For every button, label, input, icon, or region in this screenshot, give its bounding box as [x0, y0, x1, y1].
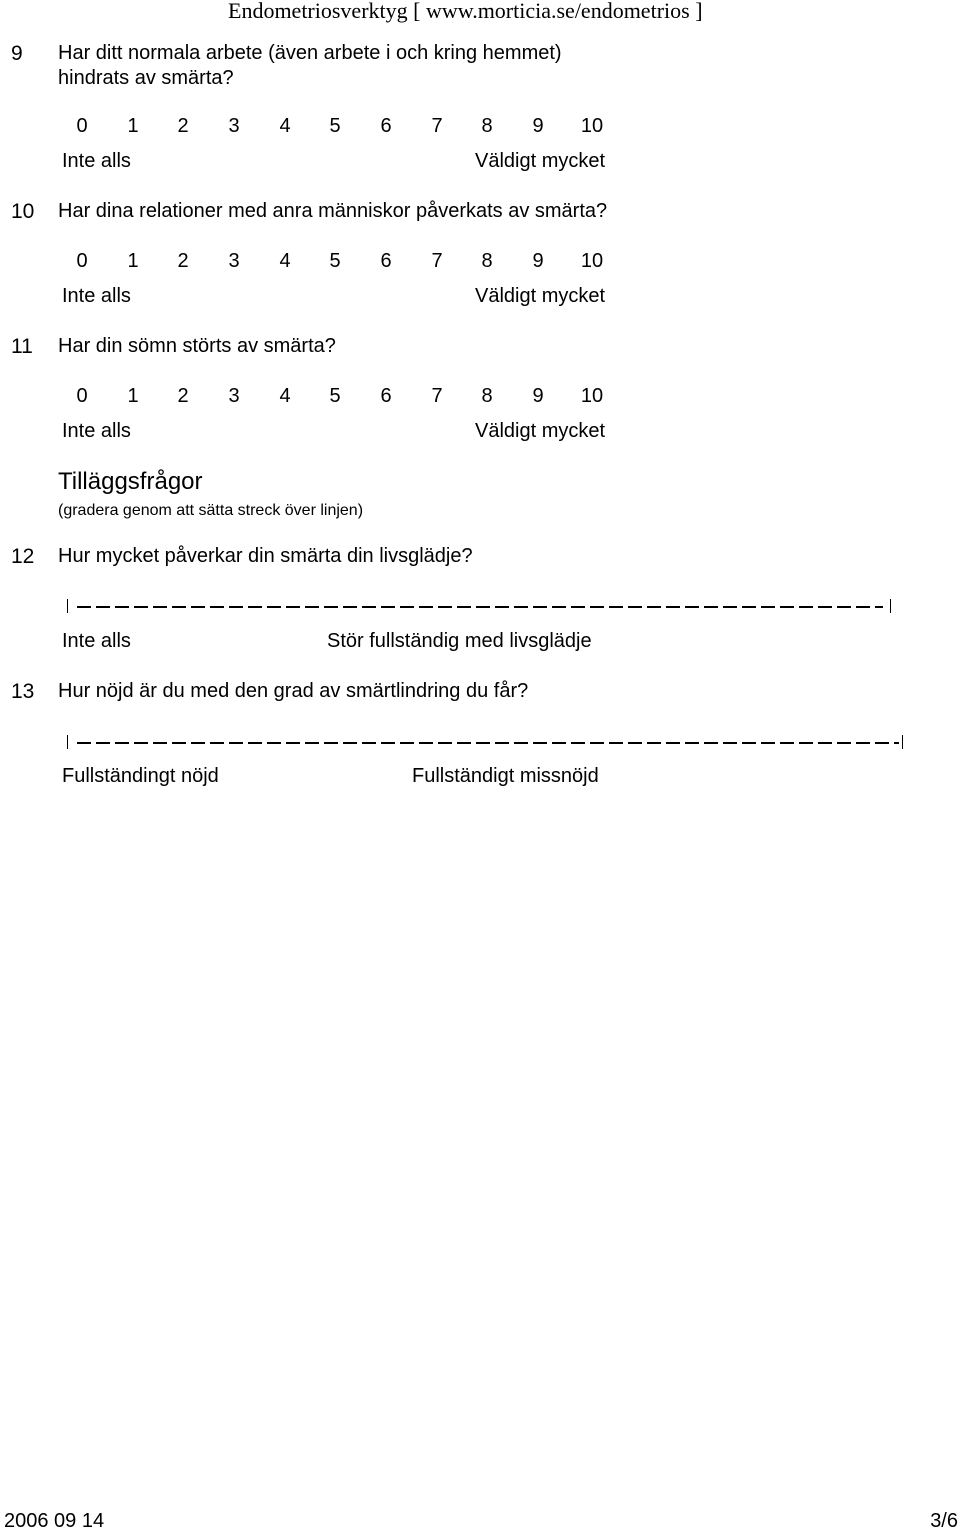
scale-high-label: Väldigt mycket [475, 420, 606, 442]
rating-scale[interactable] [62, 385, 622, 409]
scale-value[interactable]: 9 [532, 250, 544, 272]
question-text: Har dina relationer med anra människor påverkats av smärta? [58, 200, 608, 222]
scale-value[interactable]: 1 [127, 250, 139, 272]
scale-value[interactable]: 6 [380, 385, 392, 407]
question-number: 12 [11, 545, 35, 568]
scale-low-label: Fullständingt nöjd [62, 765, 219, 787]
scale-end-tick [67, 735, 68, 749]
scale-high-label: Fullständigt missnöjd [412, 765, 599, 787]
page-header: Endometriosverktyg [ www.morticia.se/endometrios ] [228, 0, 703, 23]
scale-value[interactable]: 2 [177, 250, 189, 272]
scale-value[interactable]: 7 [431, 250, 443, 272]
scale-line[interactable] [77, 606, 883, 608]
scale-value[interactable]: 0 [76, 115, 88, 137]
section-title: Tilläggsfrågor [58, 468, 203, 495]
scale-high-label: Väldigt mycket [475, 285, 606, 307]
rating-scale[interactable] [62, 115, 622, 139]
question-text: Hur mycket påverkar din smärta din livsglädje? [58, 545, 473, 567]
scale-value[interactable]: 4 [279, 250, 291, 272]
scale-line[interactable] [77, 742, 899, 744]
question-text: Har ditt normala arbete (även arbete i och kring hemmet) [58, 42, 562, 64]
scale-value[interactable]: 6 [380, 250, 392, 272]
scale-value[interactable]: 3 [228, 115, 240, 137]
footer-date: 2006 09 14 [4, 1510, 105, 1532]
scale-value[interactable]: 4 [279, 385, 291, 407]
scale-value[interactable]: 10 [580, 385, 604, 407]
scale-end-tick [890, 599, 891, 613]
scale-value[interactable]: 3 [228, 250, 240, 272]
scale-value[interactable]: 7 [431, 115, 443, 137]
scale-value[interactable]: 9 [532, 385, 544, 407]
question-text: hindrats av smärta? [58, 67, 234, 89]
scale-high-label: Stör fullständig med livsglädje [327, 630, 592, 652]
page-number: 3/6 [930, 1510, 958, 1532]
question-number: 13 [11, 680, 35, 703]
question-number: 11 [11, 335, 33, 358]
scale-low-label: Inte alls [62, 630, 131, 652]
scale-value[interactable]: 0 [76, 385, 88, 407]
scale-value[interactable]: 2 [177, 115, 189, 137]
scale-value[interactable]: 1 [127, 385, 139, 407]
scale-value[interactable]: 5 [329, 115, 341, 137]
question-number: 9 [11, 42, 23, 65]
scale-value[interactable]: 5 [329, 385, 341, 407]
scale-value[interactable]: 1 [127, 115, 139, 137]
scale-value[interactable]: 6 [380, 115, 392, 137]
scale-value[interactable]: 8 [481, 250, 493, 272]
scale-value[interactable]: 8 [481, 115, 493, 137]
scale-low-label: Inte alls [62, 150, 131, 172]
visual-analog-scale-line[interactable] [67, 734, 893, 754]
scale-low-label: Inte alls [62, 285, 131, 307]
scale-value[interactable]: 0 [76, 250, 88, 272]
scale-high-label: Väldigt mycket [475, 150, 606, 172]
scale-low-label: Inte alls [62, 420, 131, 442]
rating-scale[interactable] [62, 250, 622, 274]
scale-value[interactable]: 8 [481, 385, 493, 407]
section-subtitle: (gradera genom att sätta streck över linjen) [58, 502, 364, 519]
scale-value[interactable]: 3 [228, 385, 240, 407]
scale-end-tick [902, 735, 903, 749]
scale-value[interactable]: 7 [431, 385, 443, 407]
scale-end-tick [67, 599, 68, 613]
scale-value[interactable]: 5 [329, 250, 341, 272]
scale-value[interactable]: 2 [177, 385, 189, 407]
question-number: 10 [11, 200, 35, 223]
scale-value[interactable]: 9 [532, 115, 544, 137]
visual-analog-scale-line[interactable] [67, 598, 893, 618]
scale-value[interactable]: 4 [279, 115, 291, 137]
question-text: Har din sömn störts av smärta? [58, 335, 336, 357]
question-text: Hur nöjd är du med den grad av smärtlindring du får? [58, 680, 529, 702]
scale-value[interactable]: 10 [580, 115, 604, 137]
scale-value[interactable]: 10 [580, 250, 604, 272]
